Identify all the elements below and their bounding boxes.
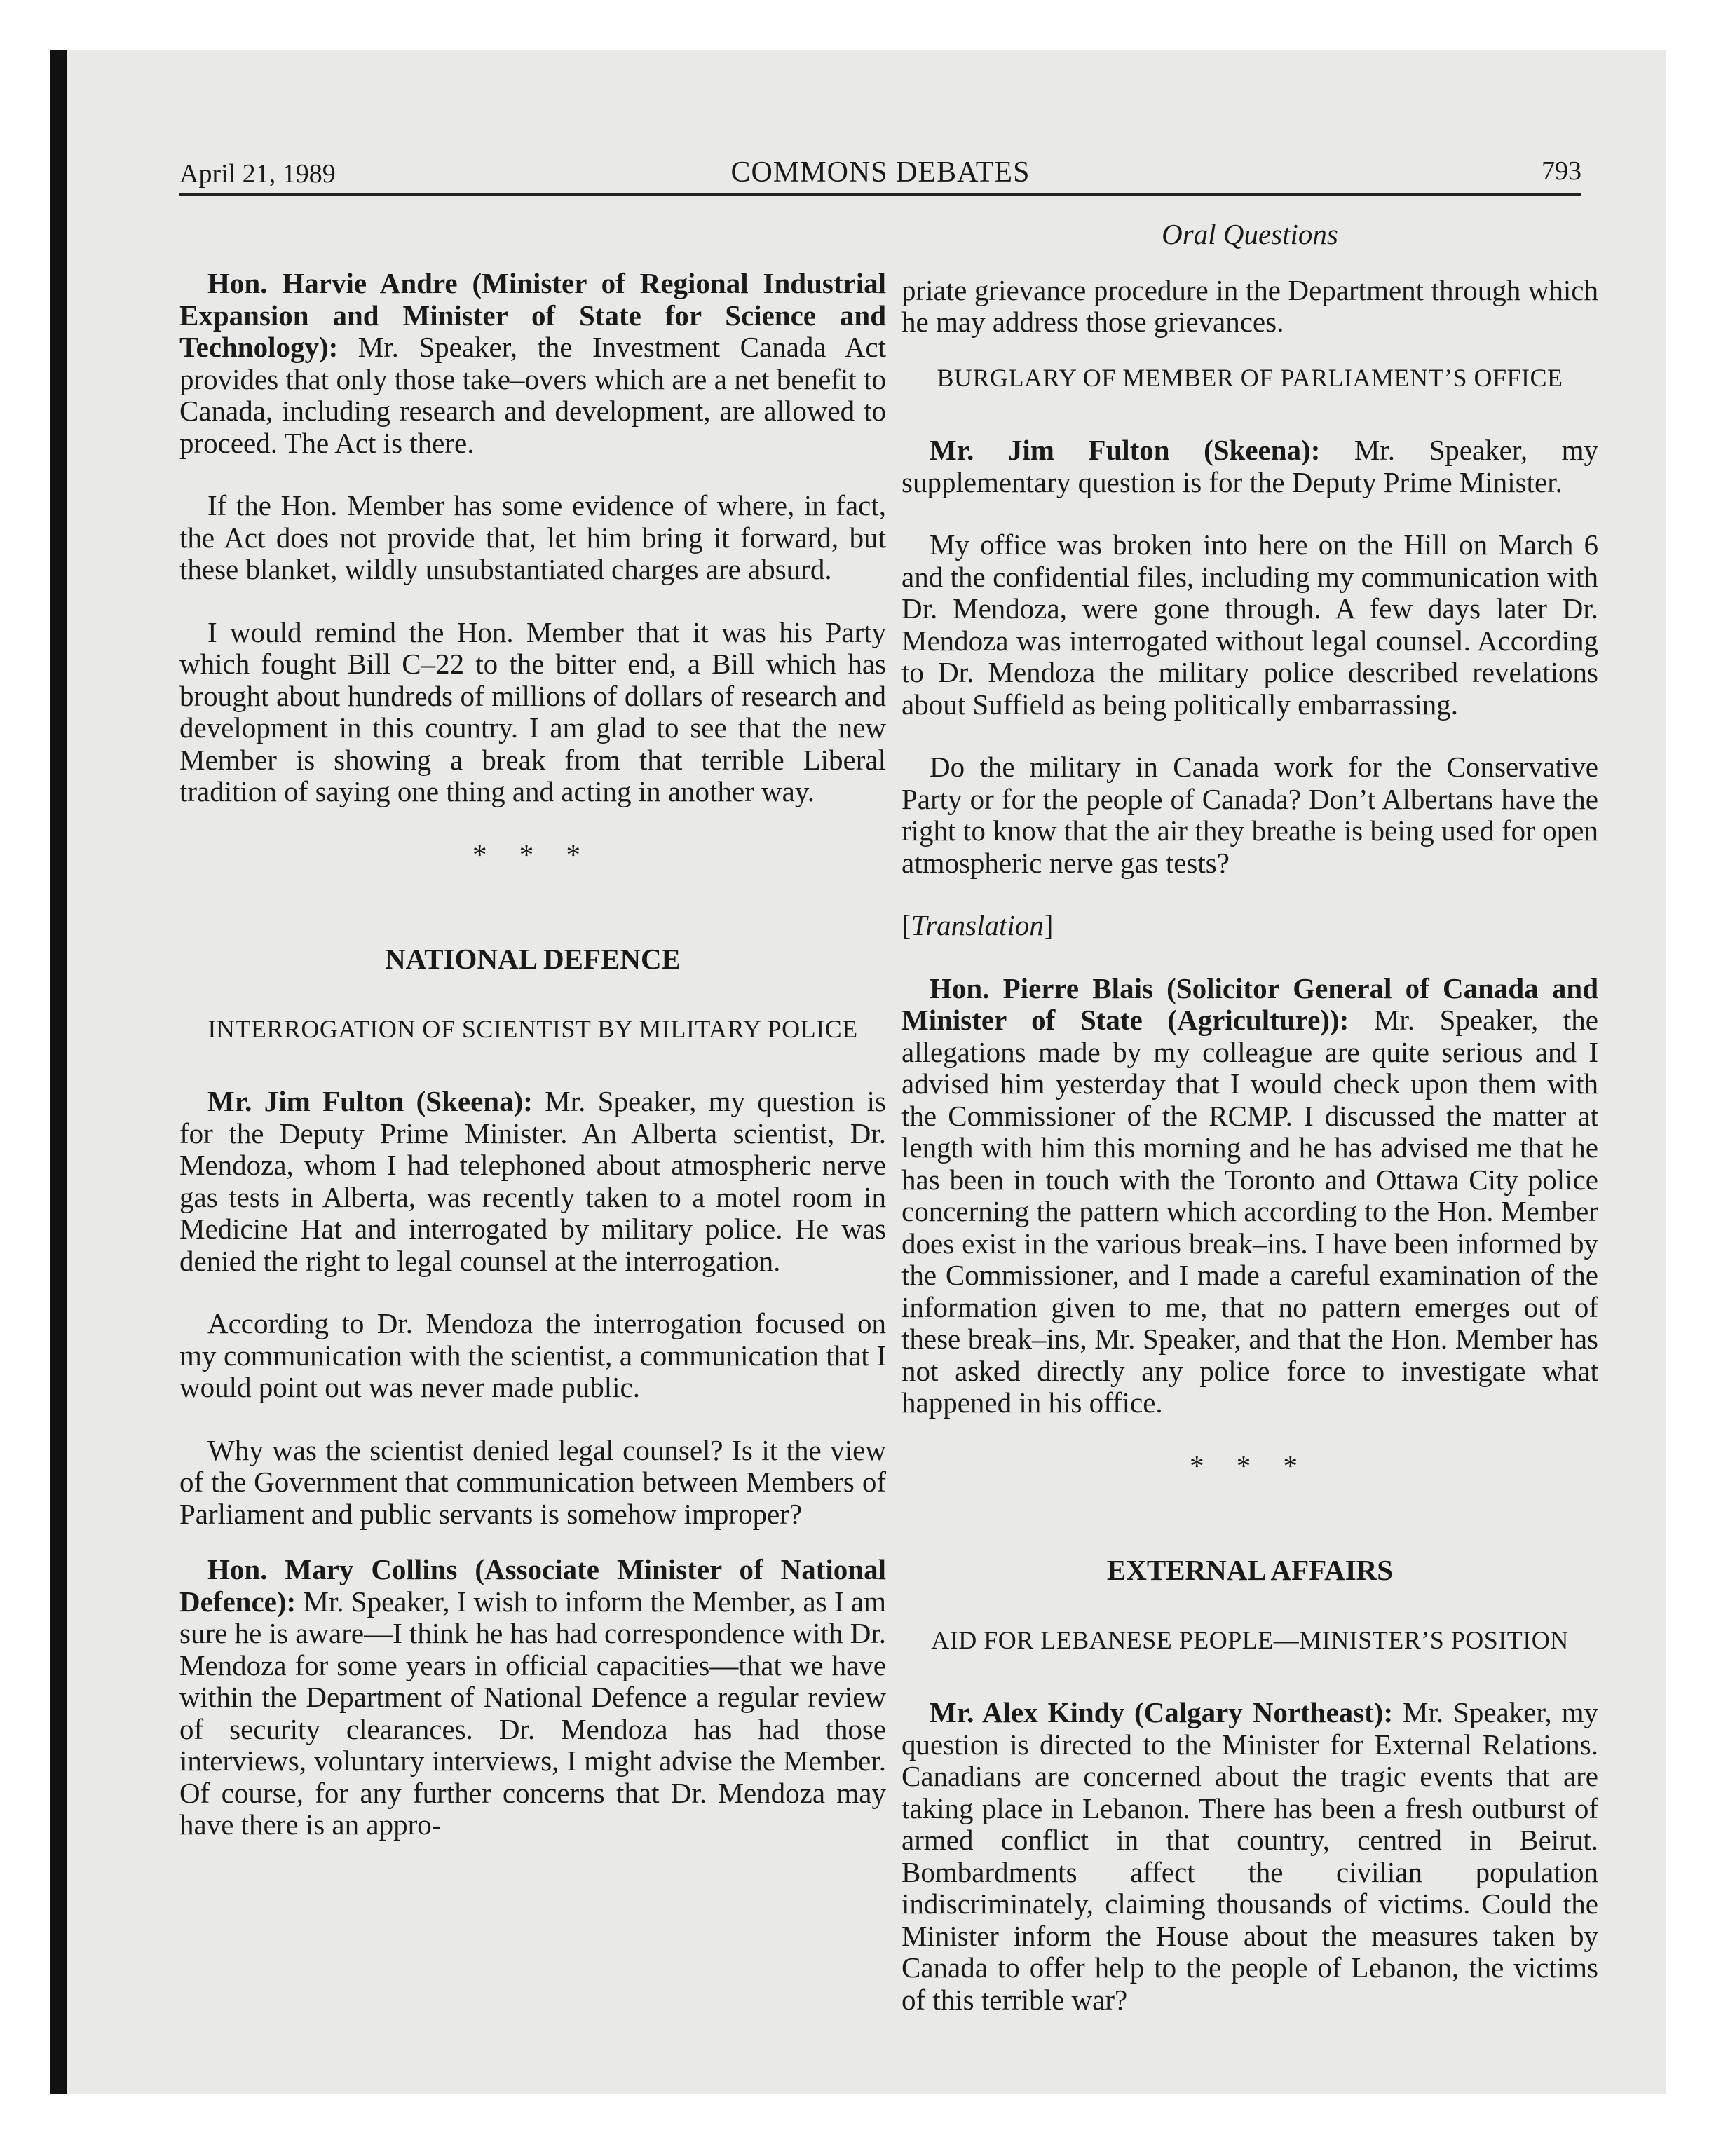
paragraph: [179, 268, 886, 459]
page-header: [179, 149, 1581, 196]
paragraph: I would remind the Hon. Member that it was his Party which fought Bill C–22 to the bitter end, a Bill which has brought about hundreds of millions of dollars of research and development in this country. I am glad to see that the new Member is showing a break from that terrible Liberal tradition of saying one thing and acting in another way.: [179, 615, 886, 807]
paragraph-text: Mr. Speaker, my question is directed to the Minister for External Relations. Canadians are concerned about the tragic events that are taking place in Lebanon. There has been a fresh outburst of armed conflict in that country, centred in Beirut. Bombardments affect the civilian population indiscriminately, claiming thousands of victims. Could the Minister inform the House about the measures taken by Canada to offer help to the people of Lebanon, the victims of this terrible war?: [901, 1696, 1598, 2016]
speaker-name: Mr. Jim Fulton (Skeena):: [930, 434, 1321, 466]
paragraph: [901, 1697, 1598, 2016]
bracket-open: [: [901, 909, 911, 941]
subsection-heading: INTERROGATION OF SCIENTIST BY MILITARY POLICE: [207, 1014, 858, 1043]
header-page-number: 793: [1542, 156, 1581, 186]
speaker-name: Hon. Mary Collins (Associate Minister of National Defence):: [179, 1553, 886, 1618]
paragraph: Why was the scientist denied legal counsel? Is it the view of the Government that communication between Members of Parliament and public servants is somehow improper?: [179, 1433, 886, 1530]
running-head: Oral Questions: [1162, 218, 1338, 250]
header-date: April 21, 1989: [179, 159, 336, 189]
paragraph-text: Mr. Speaker, my question is for the Deputy Prime Minister. An Alberta scientist, Dr. Mendoza, whom I had telephoned about atmospheric nerve gas tests in Alberta, was recently taken to a motel room in Medicine Hat and interrogated by military police. He was denied the right to legal counsel at the interrogation.: [179, 1085, 886, 1277]
speaker-name: Mr. Jim Fulton (Skeena):: [207, 1085, 533, 1117]
paragraph: [901, 973, 1598, 1419]
speaker-name: Hon. Pierre Blais (Solicitor General of Canada and Minister of State (Agriculture)):: [901, 971, 1598, 1036]
paragraph-text: Mr. Speaker, the allegations made by my colleague are quite serious and I advised him yesterday that I would check upon them with the Commissioner of the RCMP. I discussed the matter at length with him this morning and he has advised me that he has been in touch with the Toronto and Ottawa City police concerning the pattern which according to the Hon. Member does exist in the various break–ins. I have been informed by the Commissioner, and I made a careful examination of the information given to me, that no pattern emerges out of these break–ins, Mr. Speaker, and that the Hon. Member has not asked directly any police force to investigate what happened in his office.: [901, 1004, 1598, 1419]
paragraph: [179, 1554, 886, 1841]
speaker-name: Mr. Alex Kindy (Calgary Northeast):: [930, 1696, 1394, 1728]
section-title: EXTERNAL AFFAIRS: [1106, 1554, 1394, 1586]
section-separator: * * *: [1190, 1449, 1310, 1482]
paragraph: priate grievance procedure in the Department through which he may address those grievances.: [901, 273, 1598, 338]
header-title: COMMONS DEBATES: [730, 156, 1030, 189]
paragraph: My office was broken into here on the Hill on March 6 and the confidential files, including my communication with Dr. Mendoza, were gone through. A few days later Dr. Mendoza was interrogated without legal counsel. According to Dr. Mendoza the military police described revelations about Suffield as being politically embarrassing.: [901, 528, 1598, 721]
paragraph-text: Mr. Speaker, my supplementary question is for the Deputy Prime Minister.: [901, 434, 1598, 498]
left-column: [179, 268, 886, 1872]
document-page: [50, 50, 1666, 2094]
speaker-name: Hon. Harvie Andre (Minister of Regional Industrial Expansion and Minister of State for Science and Technology):: [179, 267, 886, 363]
paragraph: Do the military in Canada work for the Conservative Party or for the people of Canada? Don’t Albertans have the right to know that the air they breathe is being used for open atmospheric nerve gas tests?: [901, 751, 1598, 879]
right-column: [901, 219, 1598, 2047]
translation-label: Translation: [911, 909, 1044, 941]
paragraph: If the Hon. Member has some evidence of where, in fact, the Act does not provide that, let him bring it forward, but these blanket, wildly unsubstantiated charges are absurd.: [179, 489, 886, 585]
section-separator: * * *: [472, 838, 593, 871]
subsection-heading: BURGLARY OF MEMBER OF PARLIAMENT’S OFFICE: [937, 363, 1563, 392]
subsection-heading: AID FOR LEBANESE PEOPLE—MINISTER’S POSITION: [931, 1625, 1569, 1654]
paragraph-text: Mr. Speaker, the Investment Canada Act provides that only those take–overs which are a net benefit to Canada, including research and development, are allowed to proceed. The Act is there.: [179, 331, 886, 459]
paragraph: [901, 435, 1598, 498]
paragraph: According to Dr. Mendoza the interrogation focused on my communication with the scientist, a communication that I would point out was never made public.: [179, 1307, 886, 1403]
translation-marker: [901, 910, 1598, 942]
section-title: NATIONAL DEFENCE: [385, 943, 681, 975]
paragraph: [179, 1086, 886, 1277]
bracket-close: ]: [1043, 909, 1054, 941]
paragraph-text: Mr. Speaker, I wish to inform the Member, as I am sure he is aware—I think he has had correspondence with Dr. Mendoza for some years in official capacities—that we have within the Department of National Defence a regular review of security clearances. Dr. Mendoza has had those interviews, voluntary interviews, I might advise the Member. Of course, for any further concerns that Dr. Mendoza may have there is an appro-: [179, 1585, 886, 1841]
